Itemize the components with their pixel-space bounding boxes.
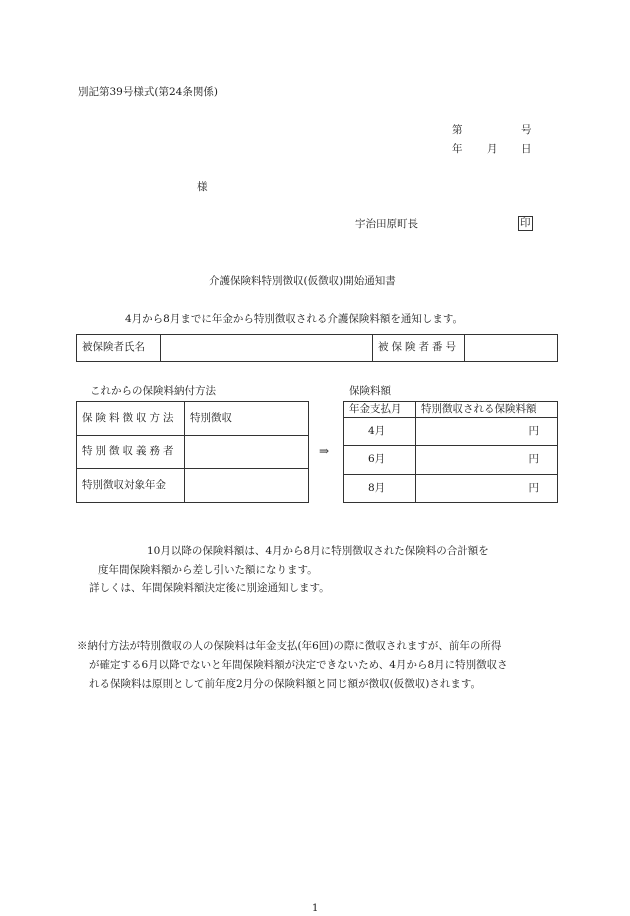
amount-row-month: 6月 [344,446,416,474]
method-row-value[interactable] [185,469,309,503]
amount-row-unit: 円 [416,474,558,502]
form-id: 別記第39号様式(第24条関係) [78,86,218,98]
intro-text: 4月から8月までに年金から特別徴収される介護保険料額を通知します。 [125,313,464,325]
amount-row-month: 8月 [344,474,416,502]
note-line-3: 詳しくは、年間保険料額決定後に別途通知します。 [89,582,330,594]
note-line-1: 10月以降の保険料額は、4月から8月に特別徴収された保険料の合計額を [147,545,489,557]
issuer: 宇治田原町長 [355,218,418,230]
amount-row-month: 4月 [344,418,416,446]
date-day-label: 日 [521,143,532,155]
page-number: 1 [312,903,319,914]
seal-mark [518,216,533,231]
method-row-label: 特別徴収対象年金 [77,469,185,503]
amount-heading: 保険料額 [349,385,391,397]
method-row-label: 保険料徴収方法 [77,402,185,436]
insured-number-label: 被保険者番号 [373,335,465,362]
document-title: 介護保険料特別徴収(仮徴収)開始通知書 [209,275,396,287]
amount-row-unit: 円 [416,446,558,474]
insured-table [76,334,558,362]
note-line-2: 度年間保険料額から差し引いた額になります。 [98,564,318,576]
method-row-value: 特別徴収 [185,402,309,436]
insured-name-field[interactable] [161,335,373,362]
footnote-line-1: ※納付方法が特別徴収の人の保険料は年金支払(年6回)の際に徴収されますが、前年の所得 [77,640,502,652]
amount-row-unit: 円 [416,418,558,446]
insured-name-label: 被保険者氏名 [77,335,161,362]
number-label-go: 号 [521,124,532,136]
date-month-label: 月 [487,143,498,155]
seal-text: 印 [520,217,531,229]
amount-table [343,401,558,503]
arrow-icon: ⇒ [319,444,330,458]
addressee-suffix: 様 [197,181,208,193]
footnote-line-3: れる保険料は原則として前年度2月分の保険料額と同じ額が徴収(仮徴収)されます。 [89,678,482,690]
method-row-value[interactable] [185,435,309,469]
amount-col-amount-header: 特別徴収される保険料額 [416,402,558,418]
amount-col-month-header: 年金支払月 [344,402,416,418]
number-label-dai: 第 [452,124,463,136]
method-table [76,401,309,503]
method-heading: これからの保険料納付方法 [90,385,216,397]
date-year-label: 年 [452,143,463,155]
insured-number-field[interactable] [465,335,558,362]
footnote-line-2: が確定する6月以降でないと年間保険料額が決定できないため、4月から8月に特別徴収さ [89,659,508,671]
method-row-label: 特別徴収義務者 [77,435,185,469]
